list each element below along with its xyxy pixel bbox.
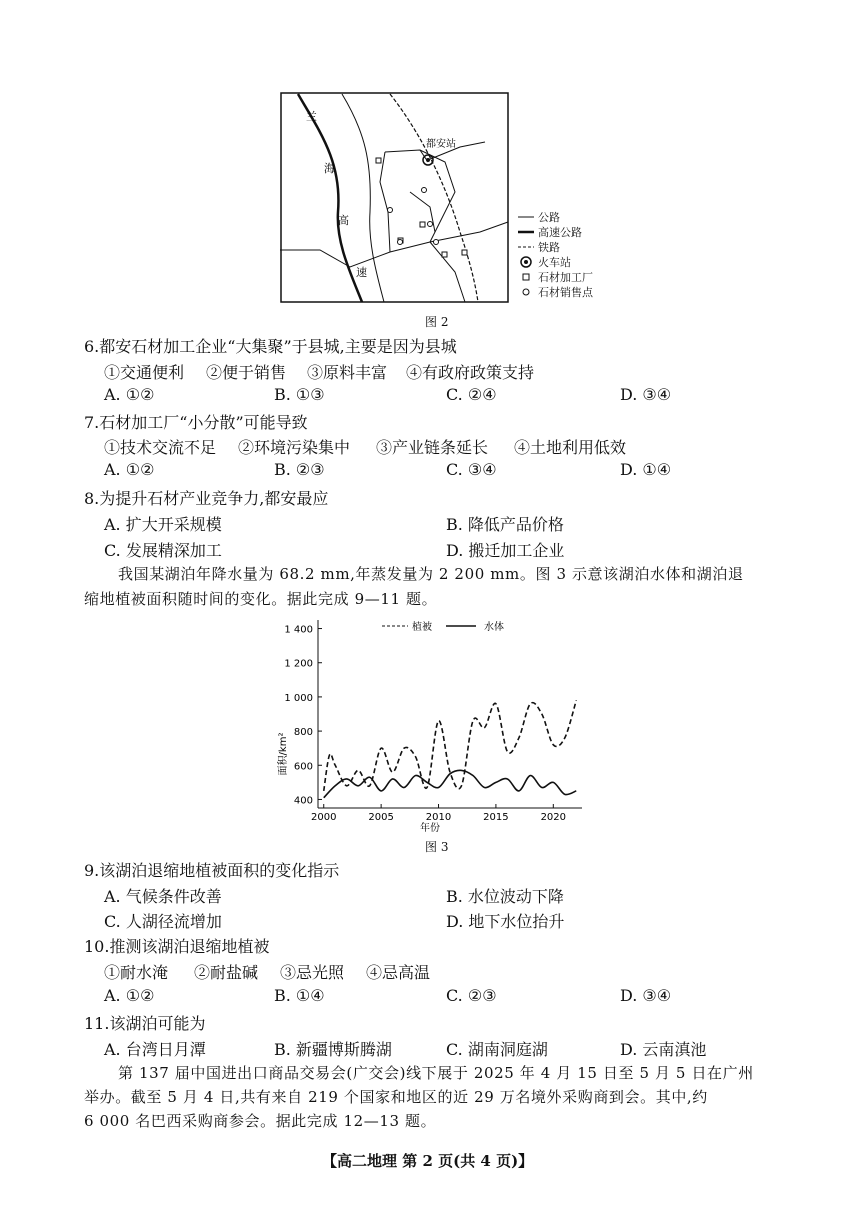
y-tick-label: 400 — [293, 795, 313, 807]
q7-option-a: A. ①② — [104, 460, 155, 479]
passage-12-13-line1: 第 137 届中国进出口商品交易会(广交会)线下展于 2025 年 4 月 15 日至 5 月 5 日在广州 — [118, 1064, 754, 1082]
q7-stem: 7.石材加工厂“小分散”可能导致 — [84, 413, 308, 432]
legend-road: 公路 — [538, 211, 560, 224]
map-label-lan: 兰 — [306, 110, 317, 123]
passage-9-11-line1: 我国某湖泊年降水量为 68.2 mm,年蒸发量为 2 200 mm。图 3 示意该湖泊水体和湖泊退 — [118, 565, 744, 583]
x-tick-label: 2005 — [368, 812, 394, 823]
legend-sales: 石材销售点 — [538, 286, 593, 299]
q9-option-d: D. 地下水位抬升 — [446, 912, 565, 931]
legend-label-vegetation: 植被 — [412, 622, 432, 633]
y-tick-label: 1 000 — [284, 692, 313, 704]
q7-statement: ②环境污染集中 — [238, 438, 351, 457]
passage-12-13-line2: 举办。截至 5 月 4 日,共有来自 219 个国家和地区的近 29 万名境外采购商到会。其中,约 — [84, 1088, 708, 1106]
legend-expressway: 高速公路 — [538, 226, 582, 239]
q9-option-b: B. 水位波动下降 — [446, 887, 564, 906]
y-axis-label: 面积/km² — [278, 732, 289, 776]
q7-statement: ①技术交流不足 — [104, 438, 217, 457]
expressway-left — [298, 94, 362, 302]
q6-statement: ③原料丰富 — [307, 363, 388, 382]
q11-option-a: A. 台湾日月潭 — [104, 1040, 206, 1059]
legend-factory: 石材加工厂 — [538, 271, 593, 284]
x-tick-label: 2020 — [540, 812, 567, 823]
q7-option-d: D. ①④ — [620, 460, 672, 479]
figure-2-caption: 图 2 — [425, 315, 449, 329]
q6-option-c: C. ②④ — [446, 385, 497, 404]
q9-option-c: C. 人湖径流增加 — [104, 912, 222, 931]
q6-option-b: B. ①③ — [274, 385, 325, 404]
q6-option-d: D. ③④ — [620, 385, 672, 404]
q10-statement: ④忌高温 — [366, 963, 431, 982]
passage-12-13-line3: 6 000 名巴西采购商参会。据此完成 12—13 题。 — [84, 1112, 437, 1130]
x-tick-label: 2015 — [483, 812, 509, 823]
y-tick-label: 800 — [293, 727, 313, 739]
q6-statement: ④有政府政策支持 — [406, 363, 535, 382]
page-footer: 【高二地理 第 2 页(共 4 页)】 — [322, 1152, 534, 1170]
q8-option-c: C. 发展精深加工 — [104, 541, 222, 560]
map-legend — [516, 210, 626, 302]
q11-option-d: D. 云南滇池 — [620, 1040, 707, 1059]
map-label-station: 都安站 — [426, 139, 456, 150]
railway — [390, 94, 478, 302]
q11-option-c: C. 湖南洞庭湖 — [446, 1040, 548, 1059]
passage-9-11-line2: 缩地植被面积随时间的变化。据此完成 9—11 题。 — [84, 590, 438, 608]
x-tick-label: 2010 — [425, 812, 452, 823]
q10-statement: ①耐水淹 — [104, 963, 169, 982]
x-axis-label: 年份 — [420, 823, 440, 834]
q8-option-a: A. 扩大开采规模 — [104, 515, 222, 534]
legend-railway: 铁路 — [538, 241, 560, 254]
q10-statement: ②耐盐碱 — [194, 963, 259, 982]
q6-statement: ①交通便利 — [104, 363, 185, 382]
map-label-gao: 高 — [338, 214, 349, 227]
figure-3-chart — [270, 612, 600, 834]
figure-2-map — [280, 92, 510, 304]
q6-statement: ②便于销售 — [206, 363, 287, 382]
q6-option-a: A. ①② — [104, 385, 155, 404]
series-line-vegetation — [324, 700, 577, 791]
q7-option-c: C. ③④ — [446, 460, 497, 479]
q7-statement: ④土地利用低效 — [514, 438, 627, 457]
legend-station: 火车站 — [538, 256, 571, 269]
q11-stem: 11.该湖泊可能为 — [84, 1014, 206, 1033]
y-tick-label: 1 400 — [284, 624, 313, 636]
q10-option-b: B. ①④ — [274, 986, 325, 1005]
x-tick-label: 2000 — [311, 812, 337, 823]
legend-label-water: 水体 — [484, 622, 504, 633]
q8-option-d: D. 搬迁加工企业 — [446, 541, 565, 560]
q10-option-a: A. ①② — [104, 986, 155, 1005]
q6-stem: 6.都安石材加工企业“大集聚”于县城,主要是因为县城 — [84, 337, 457, 356]
map-label-su: 速 — [356, 266, 367, 279]
q9-option-a: A. 气候条件改善 — [104, 887, 222, 906]
q10-option-d: D. ③④ — [620, 986, 672, 1005]
q10-option-c: C. ②③ — [446, 986, 497, 1005]
q9-stem: 9.该湖泊退缩地植被面积的变化指示 — [84, 861, 340, 880]
q10-stem: 10.推测该湖泊退缩地植被 — [84, 937, 270, 956]
q7-statement: ③产业链条延长 — [376, 438, 489, 457]
q10-statement: ③忌光照 — [280, 963, 345, 982]
q8-option-b: B. 降低产品价格 — [446, 515, 564, 534]
figure-3-caption: 图 3 — [425, 840, 449, 854]
q11-option-b: B. 新疆博斯腾湖 — [274, 1040, 392, 1059]
map-label-hai: 海 — [324, 162, 335, 175]
y-tick-label: 1 200 — [284, 658, 313, 670]
q7-option-b: B. ②③ — [274, 460, 325, 479]
q8-stem: 8.为提升石材产业竞争力,都安最应 — [84, 489, 329, 508]
y-tick-label: 600 — [293, 761, 313, 773]
